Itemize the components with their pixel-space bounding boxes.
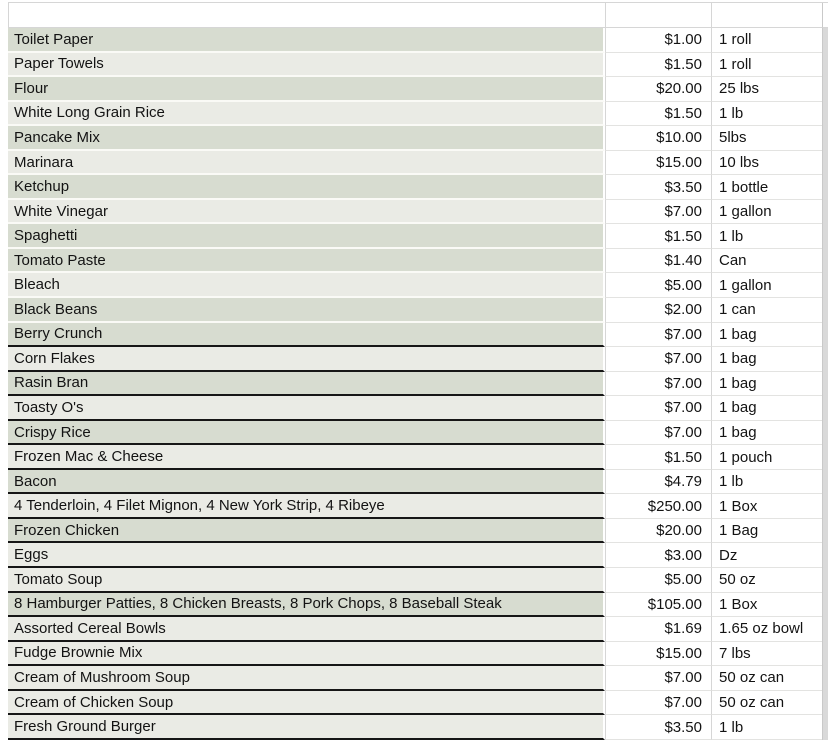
unit-cell[interactable]: 1 Bag (711, 519, 822, 544)
right-edge-strip (822, 323, 828, 348)
unit-cell[interactable]: 1 roll (711, 53, 822, 78)
right-edge-strip (822, 249, 828, 274)
price-cell[interactable]: $1.50 (605, 102, 711, 127)
unit-cell[interactable]: 1 Box (711, 494, 822, 519)
price-cell[interactable]: $10.00 (605, 126, 711, 151)
table-row[interactable] (8, 445, 828, 470)
table-row[interactable] (8, 421, 828, 446)
right-edge-strip (822, 715, 828, 740)
unit-cell[interactable]: 1 bag (711, 347, 822, 372)
unit-cell[interactable]: 1 lb (711, 224, 822, 249)
price-cell[interactable]: $7.00 (605, 396, 711, 421)
right-edge-strip (822, 53, 828, 78)
unit-cell[interactable]: 50 oz can (711, 691, 822, 716)
right-edge-strip (822, 494, 828, 519)
item-cell[interactable]: Fresh Ground Burger (8, 715, 605, 740)
table-row[interactable] (8, 617, 828, 642)
price-cell[interactable]: $2.00 (605, 298, 711, 323)
header-cell-item[interactable] (8, 3, 605, 28)
item-cell[interactable]: Tomato Paste (8, 249, 605, 274)
price-cell[interactable]: $105.00 (605, 593, 711, 618)
right-edge-strip (822, 102, 828, 127)
header-row (8, 2, 828, 28)
unit-cell[interactable]: 50 oz can (711, 666, 822, 691)
item-cell[interactable]: Fudge Brownie Mix (8, 642, 605, 667)
price-cell[interactable]: $3.00 (605, 543, 711, 568)
unit-cell[interactable]: 1 lb (711, 470, 822, 495)
right-edge-strip (822, 298, 828, 323)
table-row[interactable] (8, 543, 828, 568)
table-row[interactable] (8, 568, 828, 593)
unit-cell[interactable]: 5lbs (711, 126, 822, 151)
right-edge-strip (822, 151, 828, 176)
table-row[interactable] (8, 151, 828, 176)
unit-cell[interactable]: 1 bag (711, 396, 822, 421)
unit-cell[interactable]: 1 Box (711, 593, 822, 618)
price-cell[interactable]: $4.79 (605, 470, 711, 495)
header-cell-unit[interactable] (711, 3, 822, 28)
right-edge-strip (822, 568, 828, 593)
item-cell[interactable]: Paper Towels (8, 53, 605, 78)
item-cell[interactable]: White Long Grain Rice (8, 102, 605, 127)
unit-cell[interactable]: 1 bottle (711, 175, 822, 200)
price-cell[interactable]: $20.00 (605, 77, 711, 102)
unit-cell[interactable]: 25 lbs (711, 77, 822, 102)
price-cell[interactable]: $7.00 (605, 691, 711, 716)
price-cell[interactable]: $20.00 (605, 519, 711, 544)
price-cell[interactable]: $1.50 (605, 224, 711, 249)
item-cell[interactable]: Frozen Mac & Cheese (8, 445, 605, 470)
price-cell[interactable]: $1.50 (605, 53, 711, 78)
table-row[interactable] (8, 494, 828, 519)
item-cell[interactable]: Eggs (8, 543, 605, 568)
item-cell[interactable]: Pancake Mix (8, 126, 605, 151)
table-row[interactable] (8, 273, 828, 298)
item-cell[interactable]: Assorted Cereal Bowls (8, 617, 605, 642)
table-row[interactable] (8, 715, 828, 740)
unit-cell[interactable]: Dz (711, 543, 822, 568)
price-cell[interactable]: $3.50 (605, 175, 711, 200)
price-cell[interactable]: $7.00 (605, 666, 711, 691)
table-row[interactable] (8, 249, 828, 274)
unit-cell[interactable]: 1 lb (711, 102, 822, 127)
right-edge-strip (822, 519, 828, 544)
table-row[interactable] (8, 200, 828, 225)
item-cell[interactable]: Toasty O's (8, 396, 605, 421)
table-row[interactable] (8, 323, 828, 348)
price-cell[interactable]: $7.00 (605, 372, 711, 397)
unit-cell[interactable]: Can (711, 249, 822, 274)
right-edge-strip (822, 470, 828, 495)
unit-cell[interactable]: 1 can (711, 298, 822, 323)
table-row[interactable] (8, 347, 828, 372)
right-edge-strip (822, 175, 828, 200)
item-cell[interactable]: Berry Crunch (8, 323, 605, 348)
header-cell-price[interactable] (605, 3, 711, 28)
table-row[interactable] (8, 593, 828, 618)
unit-cell[interactable]: 1 bag (711, 372, 822, 397)
table-row[interactable] (8, 102, 828, 127)
item-cell[interactable]: Marinara (8, 151, 605, 176)
price-cell[interactable]: $15.00 (605, 642, 711, 667)
table-row[interactable] (8, 126, 828, 151)
price-cell[interactable]: $7.00 (605, 323, 711, 348)
unit-cell[interactable]: 1.65 oz bowl (711, 617, 822, 642)
price-cell[interactable]: $3.50 (605, 715, 711, 740)
right-edge-strip (822, 642, 828, 667)
price-cell[interactable]: $1.40 (605, 249, 711, 274)
right-edge-strip (822, 372, 828, 397)
spreadsheet (8, 2, 828, 740)
item-cell[interactable]: Crispy Rice (8, 421, 605, 446)
item-cell[interactable]: Black Beans (8, 298, 605, 323)
table-row[interactable] (8, 175, 828, 200)
right-edge-strip (822, 224, 828, 249)
table-row[interactable] (8, 224, 828, 249)
right-edge-strip (822, 3, 828, 28)
price-cell[interactable]: $7.00 (605, 421, 711, 446)
price-cell[interactable]: $250.00 (605, 494, 711, 519)
item-cell[interactable]: Cream of Chicken Soup (8, 691, 605, 716)
item-cell[interactable]: Tomato Soup (8, 568, 605, 593)
table-row[interactable] (8, 372, 828, 397)
item-cell[interactable]: Bleach (8, 273, 605, 298)
item-cell[interactable]: Frozen Chicken (8, 519, 605, 544)
right-edge-strip (822, 691, 828, 716)
right-edge-strip (822, 347, 828, 372)
right-edge-strip (822, 126, 828, 151)
sheet-body (8, 28, 828, 740)
right-edge-strip (822, 543, 828, 568)
item-cell[interactable]: Rasin Bran (8, 372, 605, 397)
unit-cell[interactable]: 1 gallon (711, 200, 822, 225)
unit-cell[interactable]: 1 roll (711, 28, 822, 53)
unit-cell[interactable]: 1 gallon (711, 273, 822, 298)
right-edge-strip (822, 617, 828, 642)
right-edge-strip (822, 396, 828, 421)
unit-cell[interactable]: 50 oz (711, 568, 822, 593)
price-cell[interactable]: $1.50 (605, 445, 711, 470)
item-cell[interactable]: Flour (8, 77, 605, 102)
unit-cell[interactable]: 7 lbs (711, 642, 822, 667)
price-cell[interactable]: $15.00 (605, 151, 711, 176)
item-cell[interactable]: Ketchup (8, 175, 605, 200)
table-row[interactable] (8, 28, 828, 53)
price-cell[interactable]: $5.00 (605, 568, 711, 593)
item-cell[interactable]: Spaghetti (8, 224, 605, 249)
right-edge-strip (822, 77, 828, 102)
right-edge-strip (822, 28, 828, 53)
table-row[interactable] (8, 396, 828, 421)
item-cell[interactable]: White Vinegar (8, 200, 605, 225)
table-row[interactable] (8, 53, 828, 78)
unit-cell[interactable]: 10 lbs (711, 151, 822, 176)
price-cell[interactable]: $1.00 (605, 28, 711, 53)
price-cell[interactable]: $7.00 (605, 200, 711, 225)
item-cell[interactable]: 4 Tenderloin, 4 Filet Mignon, 4 New York Strip, 4 Ribeye (8, 494, 605, 519)
item-cell[interactable]: Cream of Mushroom Soup (8, 666, 605, 691)
item-cell[interactable]: Toilet Paper (8, 28, 605, 53)
table-row[interactable] (8, 666, 828, 691)
price-cell[interactable]: $1.69 (605, 617, 711, 642)
table-row[interactable] (8, 298, 828, 323)
right-edge-strip (822, 666, 828, 691)
unit-cell[interactable]: 1 bag (711, 421, 822, 446)
table-row[interactable] (8, 519, 828, 544)
right-edge-strip (822, 273, 828, 298)
right-edge-strip (822, 421, 828, 446)
unit-cell[interactable]: 1 lb (711, 715, 822, 740)
item-cell[interactable]: Corn Flakes (8, 347, 605, 372)
item-cell[interactable]: Bacon (8, 470, 605, 495)
table-row[interactable] (8, 470, 828, 495)
right-edge-strip (822, 445, 828, 470)
item-cell[interactable]: 8 Hamburger Patties, 8 Chicken Breasts, 8 Pork Chops, 8 Baseball Steak (8, 593, 605, 618)
unit-cell[interactable]: 1 pouch (711, 445, 822, 470)
price-cell[interactable]: $7.00 (605, 347, 711, 372)
table-row[interactable] (8, 77, 828, 102)
table-row[interactable] (8, 691, 828, 716)
right-edge-strip (822, 200, 828, 225)
price-cell[interactable]: $5.00 (605, 273, 711, 298)
right-edge-strip (822, 593, 828, 618)
table-row[interactable] (8, 642, 828, 667)
unit-cell[interactable]: 1 bag (711, 323, 822, 348)
